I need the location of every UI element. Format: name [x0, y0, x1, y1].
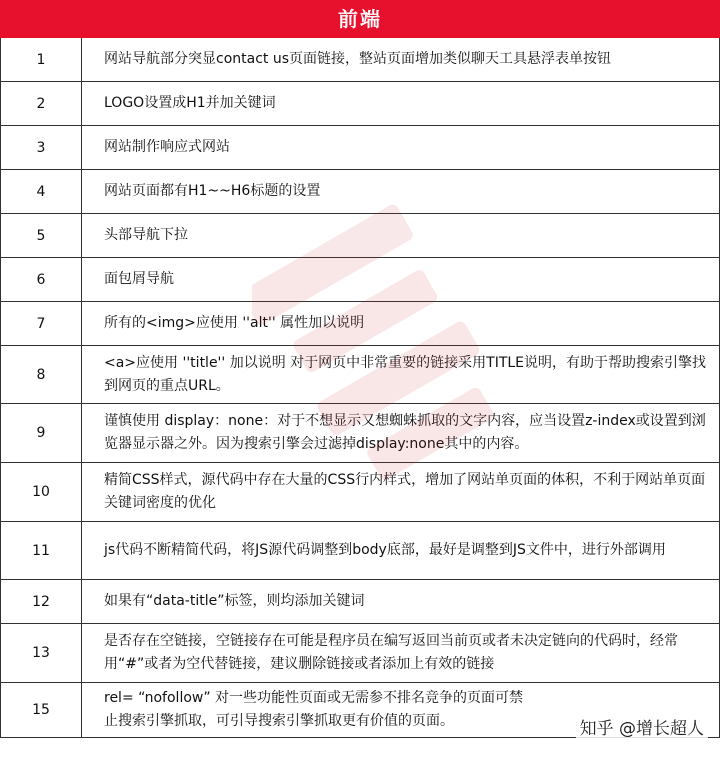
table-row: [1, 38, 719, 82]
row-number: 8: [1, 346, 82, 403]
table-row: [1, 302, 719, 346]
row-number: 7: [1, 302, 82, 345]
row-number: 10: [1, 463, 82, 521]
row-text: 如果有“data-title”标签，则均添加关键词: [104, 593, 365, 609]
table-header: 前端: [0, 0, 720, 38]
table-row: [1, 404, 719, 463]
row-text: 网站制作响应式网站: [104, 139, 230, 155]
row-text: 网站页面都有H1~~H6标题的设置: [104, 183, 321, 199]
table-row: [1, 522, 719, 580]
row-text: 网站导航部分突显contact us页面链接，整站页面增加类似聊天工具悬浮表单按钮: [104, 51, 612, 67]
table-row: [1, 346, 719, 404]
row-text: 谨慎使用 display：none：对于不想显示又想蜘蛛抓取的文字内容，应当设置z-index或设置到浏览器显示器之外。因为搜索引擎会过滤掉display:none其中的内容。: [104, 413, 706, 452]
row-text: 面包屑导航: [104, 271, 174, 287]
row-number: 15: [1, 683, 82, 737]
row-text: 所有的<img>应使用 ''alt'' 属性加以说明: [104, 315, 365, 331]
row-text: rel= “nofollow” 对一些功能性页面或无需参不排名竞争的页面可禁止搜索引擎抓取，可引导搜索引擎抓取更有价值的页面。: [104, 690, 524, 729]
source-credit: 知乎 @增长超人: [576, 712, 708, 741]
row-number: 3: [1, 126, 82, 169]
row-text: LOGO设置成H1并加关键词: [104, 95, 276, 111]
table-row: [1, 463, 719, 522]
table-row: [1, 624, 719, 683]
row-number: 13: [1, 624, 82, 682]
table-body: [0, 38, 720, 738]
table-row: [1, 258, 719, 302]
row-text: js代码不断精简代码，将JS源代码调整到body底部，最好是调整到JS文件中，进行外部调用: [104, 542, 666, 558]
table-row: [1, 580, 719, 624]
row-text: 精简CSS样式，源代码中存在大量的CSS行内样式，增加了网站单页面的体积，不利于网站单页面关键词密度的优化: [104, 472, 706, 511]
row-number: 1: [1, 38, 82, 81]
row-text: 是否存在空链接，空链接存在可能是程序员在编写返回当前页或者未决定链向的代码时，经常用“#”或者为空代替链接，建议删除链接或者添加上有效的链接: [104, 633, 678, 672]
row-text: <a>应使用 ''title'' 加以说明 对于网页中非常重要的链接采用TITLE说明，有助于帮助搜索引擎找到网页的重点URL。: [104, 354, 707, 394]
table-row: [1, 126, 719, 170]
row-number: 11: [1, 522, 82, 579]
row-number: 2: [1, 82, 82, 125]
table-row: [1, 214, 719, 258]
row-number: 5: [1, 214, 82, 257]
table-row: [1, 82, 719, 126]
row-number: 12: [1, 580, 82, 623]
row-number: 9: [1, 404, 82, 462]
row-text: 头部导航下拉: [104, 227, 188, 243]
row-number: 4: [1, 170, 82, 213]
row-number: 6: [1, 258, 82, 301]
table-row: [1, 170, 719, 214]
